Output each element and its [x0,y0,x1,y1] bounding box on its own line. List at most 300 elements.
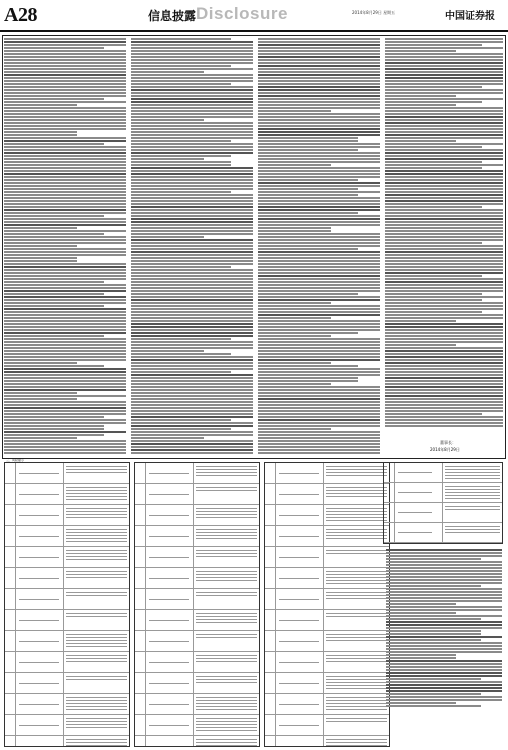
table-text-line [196,577,257,578]
text-line [4,404,126,406]
table-text-line [66,724,127,725]
text-line [131,74,253,76]
text-line [4,326,126,328]
text-line [385,71,503,73]
text-line [258,404,380,406]
text-line [258,332,358,334]
text-line [258,386,380,388]
text-line [258,113,380,115]
text-line [131,314,253,316]
text-line [385,251,503,253]
text-line [385,416,503,418]
table-cell-divider [275,547,276,567]
text-line [131,350,204,352]
text-line [385,131,503,133]
text-line [385,332,503,334]
text-line [258,212,358,214]
text-line [258,383,331,385]
table-text-line [66,535,127,536]
table-text-line [326,598,387,599]
text-line [258,374,380,376]
text-line [131,212,253,214]
text-line [386,693,481,695]
text-line [386,558,481,560]
text-line [385,323,503,325]
text-line [385,146,482,148]
text-line [258,116,380,118]
table-cell-divider [193,673,194,693]
table-text-line [445,486,500,487]
text-line [4,137,126,139]
text-line [131,197,253,199]
table-cell-divider [63,505,64,525]
table-text-line [196,718,257,719]
table-cell-divider [63,547,64,567]
table-text-line [326,616,387,617]
table-text-line [326,676,387,677]
text-line [4,245,77,247]
text-line [4,86,126,88]
table-row [5,589,129,610]
text-line [131,374,253,376]
table-text-line [196,706,257,707]
text-line [258,359,380,361]
text-line [385,302,503,304]
table-text-line [445,475,500,476]
text-line [386,615,502,617]
text-line [131,80,253,82]
text-line [131,452,253,454]
text-line [131,203,253,205]
text-line [385,173,503,175]
text-line [4,374,126,376]
text-line [4,290,126,292]
text-line [131,392,253,394]
text-line [385,89,503,91]
text-line [385,293,482,295]
text-line [386,699,502,701]
text-line [131,317,253,319]
table-text-line [445,509,500,510]
text-line [258,344,380,346]
text-line [258,329,380,331]
text-line [385,164,503,166]
text-line [131,143,253,145]
text-line [258,38,380,40]
text-line [385,359,503,361]
table-text-line [149,578,189,579]
table-cell-divider [145,715,146,735]
table-cell-divider [63,568,64,588]
text-line [131,266,231,268]
table-text-line [398,512,432,513]
text-line [385,287,503,289]
table-cell-divider [323,463,324,483]
table-text-line [66,508,127,509]
table-text-line [326,721,387,722]
table-text-line [326,718,387,719]
text-line [4,350,126,352]
table-text-line [445,489,500,490]
text-line [131,389,253,391]
table-cell-divider [15,589,16,609]
text-line [385,176,503,178]
text-line [4,65,126,67]
text-line [385,188,503,190]
text-line [131,347,253,349]
text-line [4,407,126,409]
text-line [258,224,380,226]
table-text-line [326,514,387,515]
table-cell-divider [442,463,443,482]
text-line [131,446,253,448]
table-text-line [279,578,319,579]
table-cell-divider [442,523,443,542]
table-text-line [326,709,387,710]
text-line [385,152,503,154]
text-line [258,53,380,55]
table-cell-divider [63,694,64,714]
table-text-line [66,541,127,542]
text-line [385,65,503,67]
table-cell-divider [63,736,64,747]
table-text-line [326,685,387,686]
table-row [265,589,389,610]
table-row [5,715,129,736]
text-line [4,371,126,373]
table-text-line [66,553,127,554]
text-line [258,320,380,322]
text-line [131,359,253,361]
table-cell-divider [275,673,276,693]
table-cell-divider [193,463,194,483]
text-line [4,368,126,370]
text-line [258,77,380,79]
text-line [4,215,104,217]
text-line [4,299,126,301]
text-line [4,440,126,442]
text-line [258,371,380,373]
text-line [386,642,502,644]
text-line [131,209,253,211]
table-cell-divider [145,463,146,483]
table-text-line [445,492,500,493]
text-line [258,62,380,64]
text-line [131,155,231,157]
text-line [385,395,503,397]
text-line [385,329,503,331]
text-line [4,413,126,415]
text-line [258,446,380,448]
text-line [385,350,503,352]
table-cell-divider [63,610,64,630]
text-line [386,654,456,656]
text-line [131,53,253,55]
text-line [385,413,482,415]
text-line [4,95,126,97]
text-line [4,263,126,265]
text-line [131,182,253,184]
text-line [258,248,358,250]
table-text-line [66,559,127,560]
text-line [4,239,126,241]
text-line [386,684,502,686]
table-row [5,568,129,589]
text-line [258,302,331,304]
text-line [258,338,380,340]
text-line [131,146,253,148]
text-line [131,299,253,301]
text-line [258,431,380,433]
table-row [265,652,389,673]
text-line [258,128,380,130]
table-row [265,526,389,547]
text-line [258,215,380,217]
text-line [258,410,380,412]
text-line [4,380,126,382]
text-line [385,56,503,58]
text-line [386,675,502,677]
text-line [4,227,77,229]
table-cell-divider [323,694,324,714]
text-line [385,113,503,115]
text-line [131,239,253,241]
table-text-line [326,532,387,533]
text-line [4,278,126,280]
text-line [131,353,231,355]
text-line [386,633,481,635]
text-line [131,116,253,118]
text-line [258,164,331,166]
text-line [4,113,126,115]
text-line [4,251,126,253]
text-line [385,377,503,379]
lower-right-text [386,548,502,708]
text-line [385,272,503,274]
text-line [385,374,503,376]
text-line [131,44,253,46]
table-row [5,652,129,673]
table-row [265,463,389,484]
table-text-line [196,538,257,539]
table-text-line [66,487,127,488]
text-line [4,44,126,46]
text-line [258,65,380,67]
text-line [258,317,331,319]
text-line [4,164,126,166]
text-line [385,86,482,88]
text-line [386,606,502,608]
text-line [4,98,104,100]
table-row [135,631,259,652]
text-line [385,92,503,94]
text-line [4,209,126,211]
text-line [131,173,253,175]
text-line [385,278,503,280]
table-cell-divider [275,568,276,588]
text-line [386,594,502,596]
text-line [4,308,126,310]
text-line [258,377,358,379]
text-line [385,347,503,349]
text-line [131,200,253,202]
table-text-line [19,725,59,726]
text-line [131,218,253,220]
table-text-line [66,556,127,557]
text-line [385,353,503,355]
text-line [4,275,126,277]
table-text-line [326,739,387,740]
text-line [4,110,126,112]
table-text-line [326,682,387,683]
table-text-line [149,515,189,516]
table-text-line [196,619,257,620]
text-line [4,437,77,439]
text-line [4,341,126,343]
table-text-line [66,499,127,500]
text-line [385,59,503,61]
text-line [258,305,380,307]
table-text-line [326,697,387,698]
text-line [385,191,503,193]
text-line [4,50,126,52]
text-line [4,188,126,190]
text-line [385,230,503,232]
text-line [131,230,253,232]
table-row [265,505,389,526]
text-line [258,170,380,172]
text-line [131,320,253,322]
table-row [5,736,129,747]
table-cell-divider [275,463,276,483]
text-line [258,401,380,403]
table-text-line [326,583,387,584]
table-cell-divider [323,526,324,546]
text-line [385,83,503,85]
table-section-title: 三、风险提示 [6,458,25,462]
text-line [4,77,126,79]
table-row [135,736,259,747]
text-line [131,194,253,196]
text-line [385,50,456,52]
text-line [258,437,380,439]
text-line [4,83,126,85]
text-line [258,392,380,394]
text-line [385,398,503,400]
table-text-line [326,580,387,581]
text-line [4,305,104,307]
text-line [258,125,380,127]
text-line [385,368,503,370]
table-cell-divider [15,631,16,651]
table-cell-divider [15,715,16,735]
text-line [258,101,380,103]
table-text-line [326,700,387,701]
table-cell-divider [193,694,194,714]
text-line [386,585,481,587]
table-row [265,484,389,505]
text-line [258,149,358,151]
table-text-line [66,718,127,719]
text-line [385,137,503,139]
table-text-line [326,679,387,680]
text-line [258,293,358,295]
text-line [258,422,380,424]
table-row [135,610,259,631]
table-text-line [196,487,257,488]
text-line [131,59,253,61]
text-line [4,101,126,103]
text-line [258,314,380,316]
table-cell-divider [275,652,276,672]
table-cell-divider [275,589,276,609]
text-line [258,200,380,202]
text-line [4,104,77,106]
table-text-line [196,580,257,581]
table-text-line [279,599,319,600]
table-cell-divider [145,547,146,567]
text-line [131,413,253,415]
table-text-line [326,538,387,539]
text-line [4,266,126,268]
text-line [4,257,77,259]
text-line [131,134,253,136]
text-line [385,224,503,226]
text-line [131,86,253,88]
table-cell-divider [275,505,276,525]
text-line [4,119,126,121]
text-line [4,344,126,346]
text-line [385,215,503,217]
text-line [4,254,126,256]
text-line [4,272,126,274]
text-line [4,269,126,271]
text-line [4,329,126,331]
table-cell-divider [193,652,194,672]
table-text-line [19,662,59,663]
text-line [385,338,503,340]
table-text-line [66,493,127,494]
text-line [258,341,380,343]
text-line [4,38,126,40]
text-line [258,440,380,442]
text-line [258,362,331,364]
text-line [4,398,77,400]
text-line [258,452,380,454]
text-line [385,212,503,214]
text-line [385,335,503,337]
table-cell-divider [145,526,146,546]
text-line [131,272,253,274]
text-line [386,570,502,572]
text-line [385,392,503,394]
text-line [131,122,253,124]
text-line [258,140,358,142]
text-line [4,158,126,160]
table-cell-divider [145,736,146,747]
text-line [258,281,380,283]
text-line [258,254,380,256]
text-line [131,329,253,331]
text-line [386,621,502,623]
table-text-line [66,643,127,644]
table-cell-divider [323,610,324,630]
text-line [385,269,503,271]
table-text-line [66,571,127,572]
text-line [131,290,253,292]
text-line [131,62,253,64]
text-line [258,290,380,292]
